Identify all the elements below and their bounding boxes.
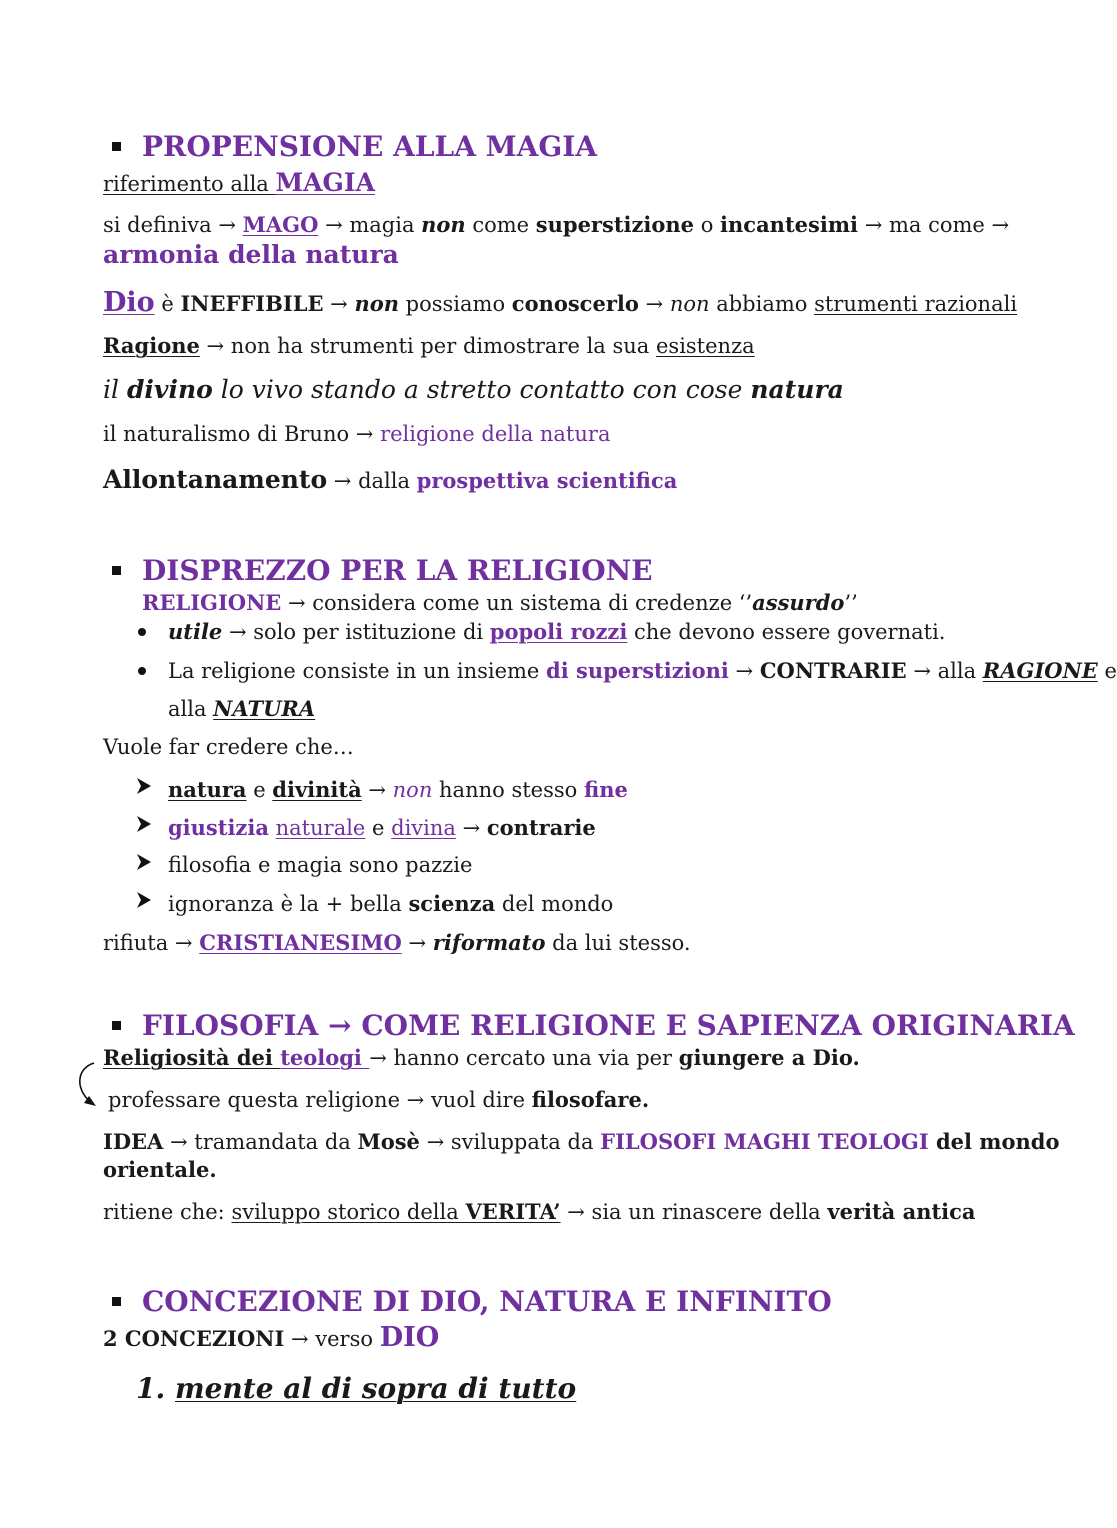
line-idea-cont: orientale. xyxy=(103,1157,217,1182)
line-ritiene: ritiene che: sviluppo storico della VERITA’ → sia un rinascere della verità antica xyxy=(103,1199,976,1224)
section-title-religione: DISPREZZO PER LA RELIGIONE xyxy=(142,554,653,587)
bullet-superstizioni-cont: alla NATURA xyxy=(168,696,316,721)
section-title-filosofia: FILOSOFIA → COME RELIGIONE E SAPIENZA ORIGINARIA xyxy=(142,1009,1075,1042)
line-allontanamento: Allontanamento → dalla prospettiva scientifica xyxy=(103,465,678,494)
square-bullet-icon xyxy=(112,142,121,151)
line-mago: si definiva → MAGO → magia non come superstizione o incantesimi → ma come → xyxy=(103,212,1010,237)
line-vuole: Vuole far credere che… xyxy=(103,735,354,759)
square-bullet-icon xyxy=(112,1297,121,1306)
curved-arrow-icon xyxy=(72,1060,102,1116)
bullet-dot-icon xyxy=(138,628,146,636)
arrow-item-giustizia: giustizia naturale e divina → contrarie xyxy=(168,815,596,840)
line-armonia: armonia della natura xyxy=(103,240,399,269)
bullet-dot-icon xyxy=(138,667,146,675)
square-bullet-icon xyxy=(112,566,121,575)
arrow-item-ignoranza: ignoranza è la + bella scienza del mondo xyxy=(168,891,614,916)
numbered-item-1: 1. mente al di sopra di tutto xyxy=(136,1372,577,1405)
arrow-item-natura: natura e divinità → non hanno stesso fine xyxy=(168,777,628,802)
bullet-utile: utile → solo per istituzione di popoli rozzi che devono essere governati. xyxy=(168,619,946,644)
arrow-bullet-icon xyxy=(136,815,152,837)
line-idea: IDEA → tramandata da Mosè → sviluppata da FILOSOFI MAGHI TEOLOGI del mondo xyxy=(103,1129,1060,1154)
section-title-magia: PROPENSIONE ALLA MAGIA xyxy=(142,130,598,163)
line-2-concezioni: 2 CONCEZIONI → verso DIO xyxy=(103,1322,440,1353)
bullet-superstizioni: La religione consiste in un insieme di superstizioni → CONTRARIE → alla RAGIONE e xyxy=(168,658,1117,683)
line-riferimento: riferimento alla MAGIA xyxy=(103,168,375,197)
line-divino: il divino lo vivo stando a stretto contatto con cose natura xyxy=(103,375,844,404)
arrow-bullet-icon xyxy=(136,777,152,799)
line-religiosita: Religiosità dei teologi → hanno cercato una via per giungere a Dio. xyxy=(103,1045,860,1070)
square-bullet-icon xyxy=(112,1021,121,1030)
line-rifiuta: rifiuta → CRISTIANESIMO → riformato da lui stesso. xyxy=(103,930,691,955)
line-naturalismo: il naturalismo di Bruno → religione della natura xyxy=(103,422,611,446)
arrow-bullet-icon xyxy=(136,891,152,913)
line-dio-ineffibile: Dio è INEFFIBILE → non possiamo conoscerlo → non abbiamo strumenti razionali xyxy=(103,287,1018,318)
line-ragione: Ragione → non ha strumenti per dimostrare la sua esistenza xyxy=(103,333,755,358)
line-professare: professare questa religione → vuol dire filosofare. xyxy=(108,1087,650,1112)
section-title-concezione: CONCEZIONE DI DIO, NATURA E INFINITO xyxy=(142,1285,832,1318)
arrow-bullet-icon xyxy=(136,853,152,875)
line-religione-assurdo: RELIGIONE → considera come un sistema di credenze ‘’assurdo’’ xyxy=(142,590,858,615)
arrow-item-filosofia: filosofia e magia sono pazzie xyxy=(168,853,473,877)
